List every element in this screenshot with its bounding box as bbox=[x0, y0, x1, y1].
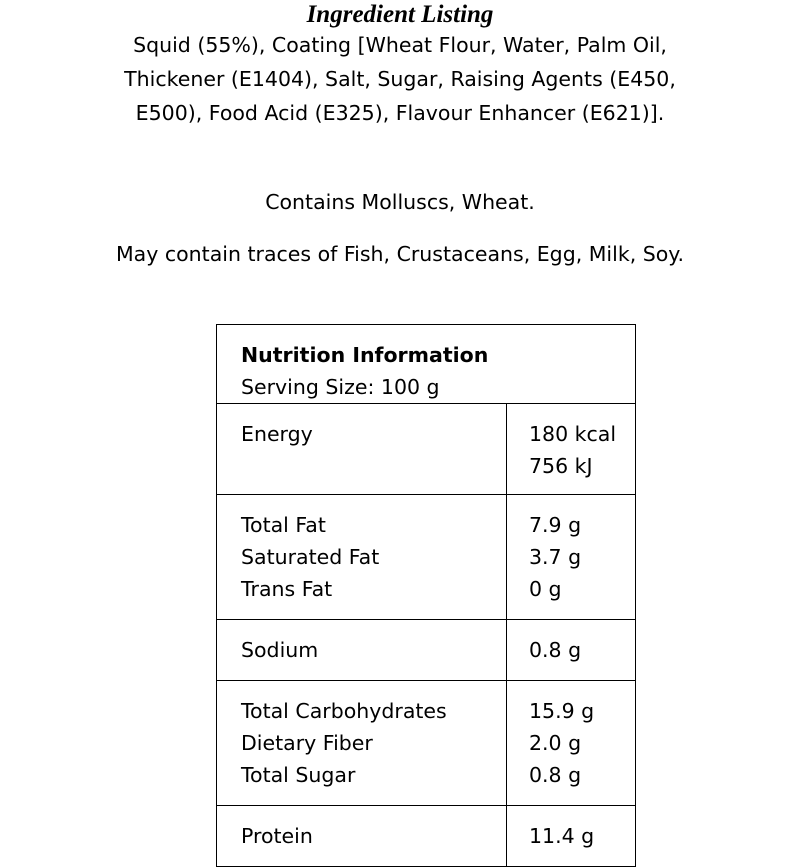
fat-value-cell bbox=[507, 495, 636, 620]
sodium-row bbox=[217, 620, 636, 681]
carb-value-cell bbox=[507, 681, 636, 806]
saturated-fat-label: Saturated Fat bbox=[241, 545, 380, 569]
ingredients-text: Squid (55%), Coating [Wheat Flour, Water, Palm Oil, Thickener (E1404), Salt, Sugar, Raising Agents (E450, E500), Food Acid (E325), Flavour Enhancer (E621)]. bbox=[124, 33, 676, 125]
protein-label-cell bbox=[217, 806, 507, 867]
total-fat-value: 7.9 g bbox=[529, 513, 582, 537]
energy-row bbox=[217, 404, 636, 495]
carb-label-cell bbox=[217, 681, 507, 806]
fat-row bbox=[217, 495, 636, 620]
nutrition-header-row bbox=[217, 325, 636, 404]
total-sugar-label: Total Sugar bbox=[241, 763, 356, 787]
nutrition-title: Nutrition Information bbox=[241, 343, 489, 367]
sodium-value: 0.8 g bbox=[529, 638, 582, 662]
protein-row bbox=[217, 806, 636, 867]
energy-kcal: 180 kcal bbox=[529, 422, 617, 446]
serving-size: Serving Size: 100 g bbox=[241, 375, 440, 399]
energy-value-cell bbox=[507, 404, 636, 495]
sodium-label-cell bbox=[217, 620, 507, 681]
total-fat-label: Total Fat bbox=[241, 513, 326, 537]
total-carbohydrates-value: 15.9 g bbox=[529, 699, 595, 723]
trans-fat-label: Trans Fat bbox=[241, 577, 333, 601]
energy-kj: 756 kJ bbox=[529, 454, 593, 478]
sodium-label: Sodium bbox=[241, 638, 319, 662]
allergen-may-contain: May contain traces of Fish, Crustaceans, Egg, Milk, Soy. bbox=[115, 242, 685, 266]
energy-label-cell bbox=[217, 404, 507, 495]
protein-value: 11.4 g bbox=[529, 824, 595, 848]
protein-label: Protein bbox=[241, 824, 313, 848]
fat-label-cell bbox=[217, 495, 507, 620]
nutrition-table bbox=[216, 324, 636, 867]
sodium-value-cell bbox=[507, 620, 636, 681]
dietary-fiber-label: Dietary Fiber bbox=[241, 731, 373, 755]
protein-value-cell bbox=[507, 806, 636, 867]
carbohydrate-row bbox=[217, 681, 636, 806]
total-sugar-value: 0.8 g bbox=[529, 763, 582, 787]
ingredient-listing-title: Ingredient Listing bbox=[306, 1, 494, 28]
allergen-contains: Contains Molluscs, Wheat. bbox=[265, 190, 535, 214]
saturated-fat-value: 3.7 g bbox=[529, 545, 582, 569]
trans-fat-value: 0 g bbox=[529, 577, 562, 601]
nutrition-header bbox=[217, 325, 636, 404]
dietary-fiber-value: 2.0 g bbox=[529, 731, 582, 755]
energy-label: Energy bbox=[241, 422, 313, 446]
total-carbohydrates-label: Total Carbohydrates bbox=[241, 699, 447, 723]
